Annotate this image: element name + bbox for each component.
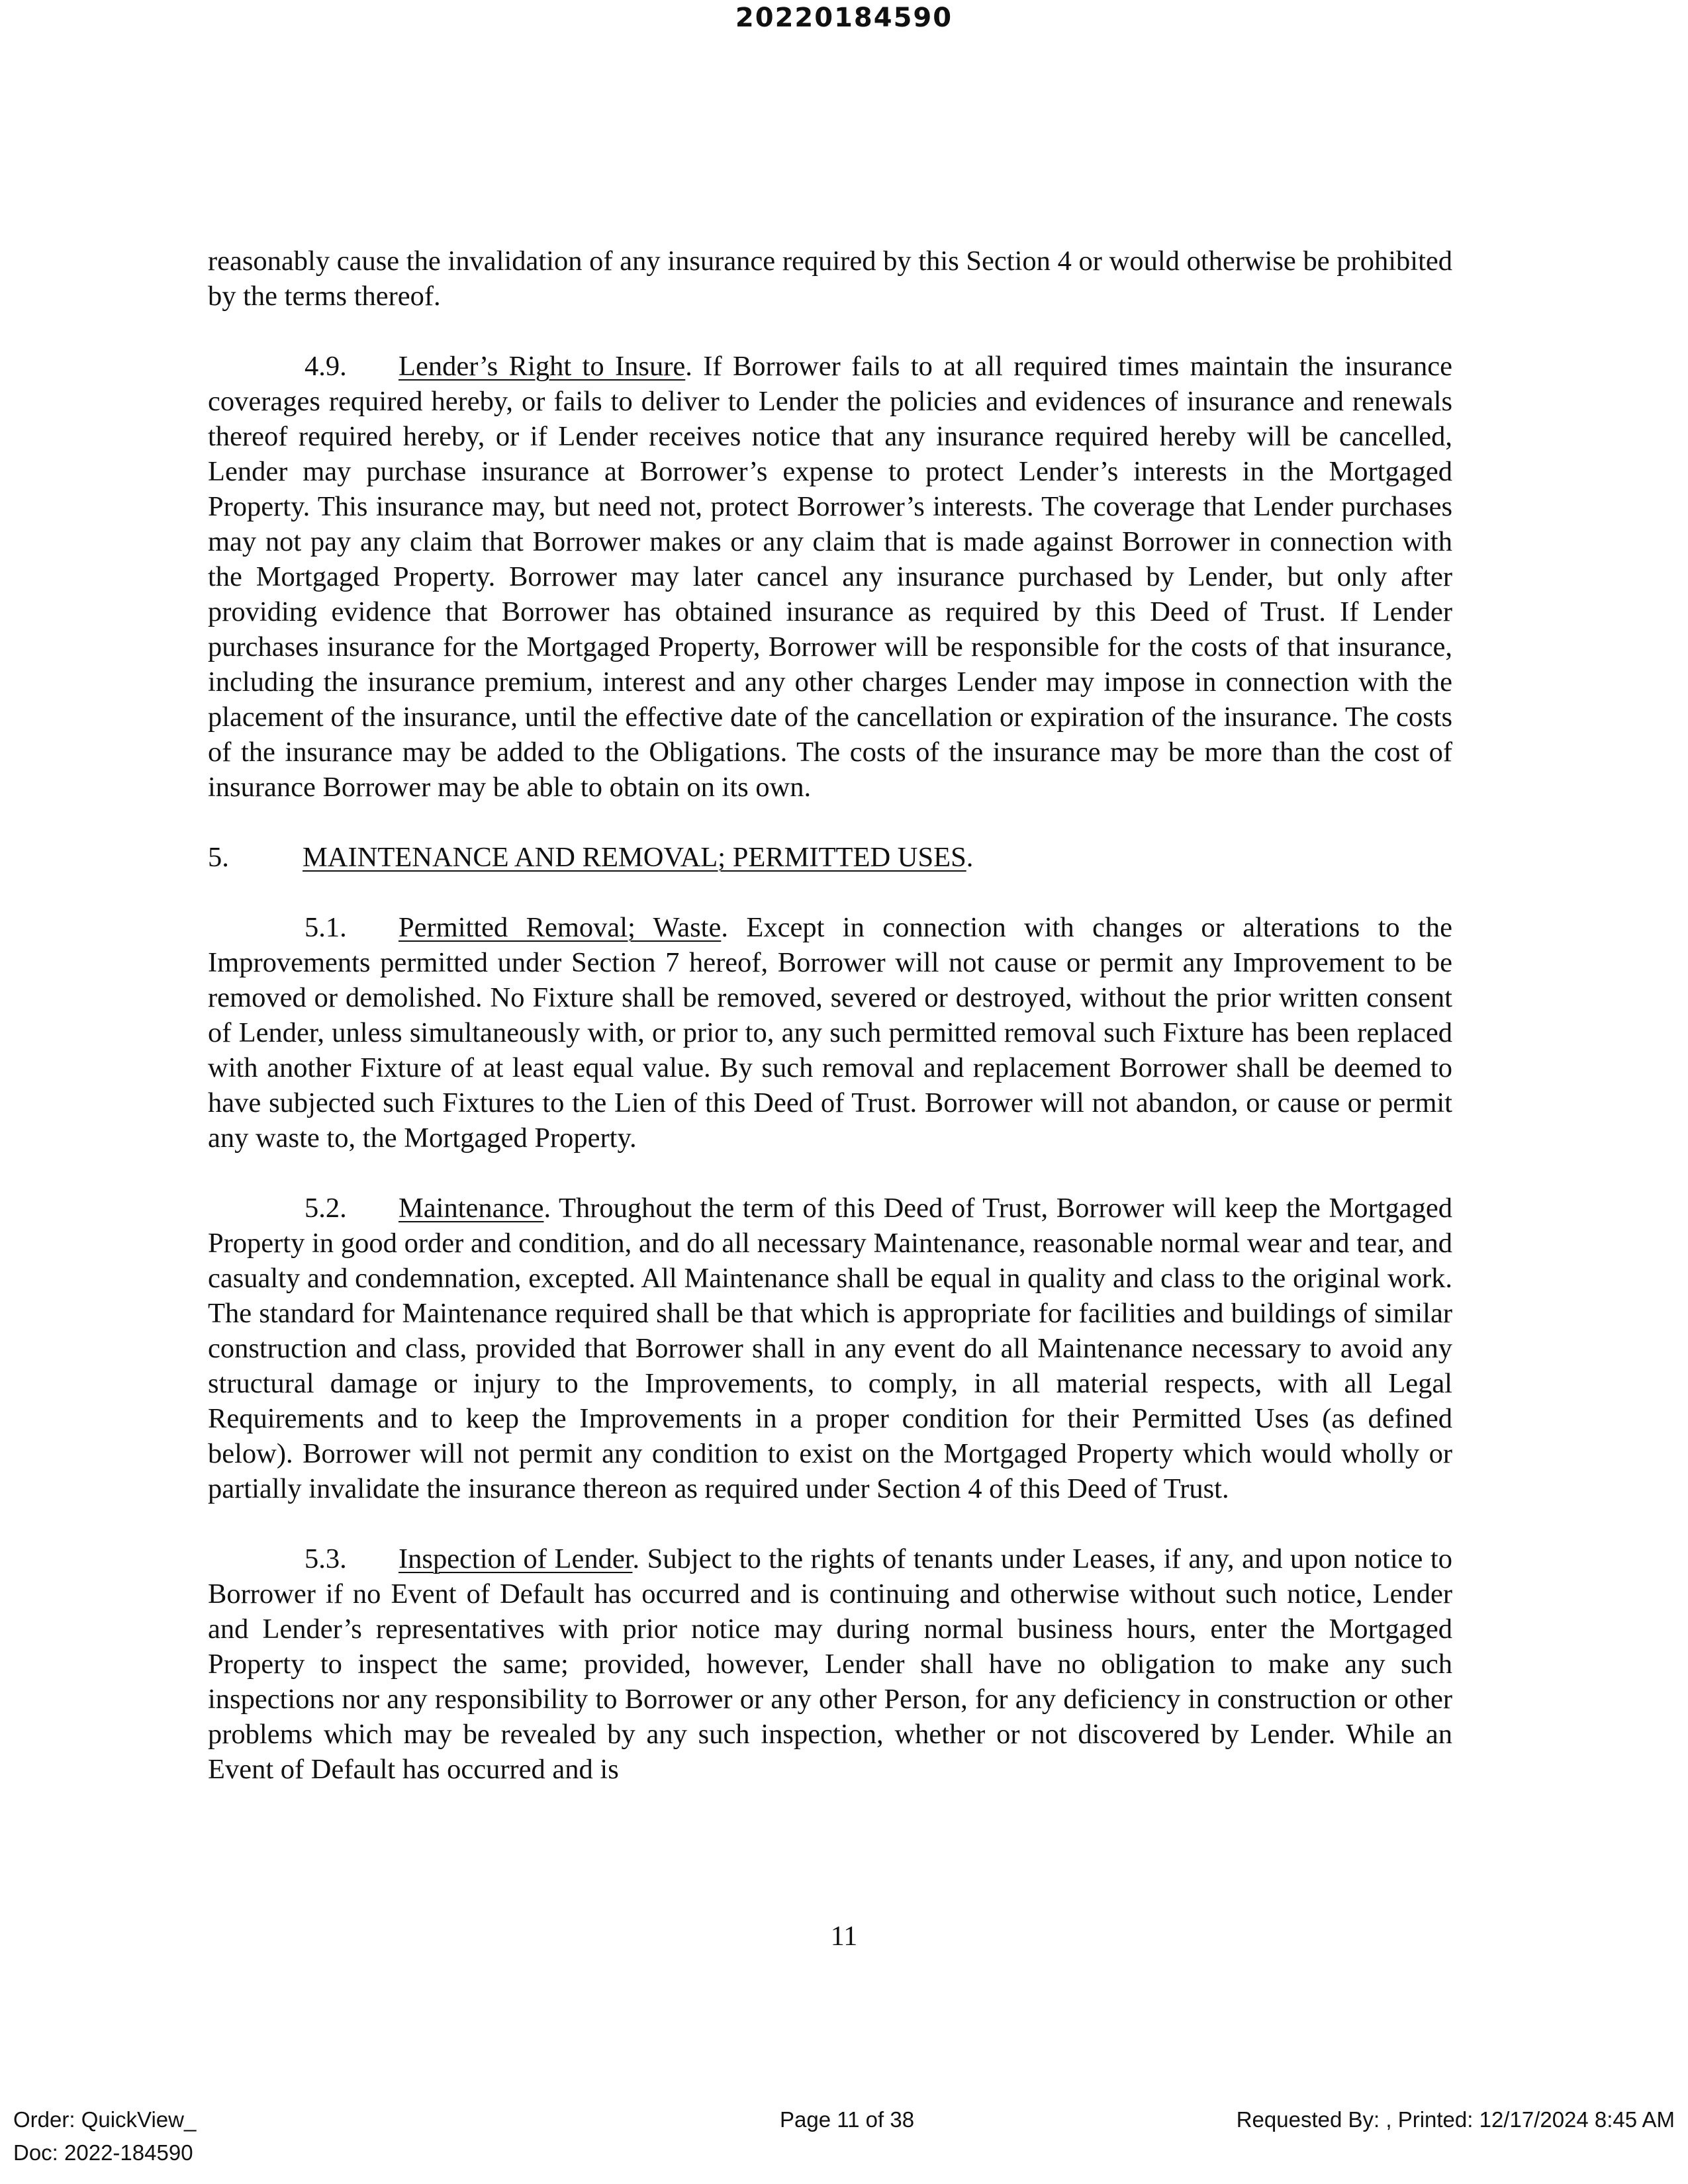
section-4-9-heading: Lender’s Right to Insure	[399, 351, 686, 382]
footer-requested: Requested By: , Printed: 12/17/2024 8:45 AM	[1236, 2107, 1675, 2132]
document-number: 20220184590	[735, 3, 953, 33]
section-5-1-heading: Permitted Removal; Waste	[399, 912, 722, 943]
section-5-2-text: . Throughout the term of this Deed of Trust, Borrower will keep the Mortgaged Property in good order and condition, and do all necessary Maintenance, reasonable normal wear and tear, and casualty and condemnation, excepted. All Maintenance shall be equal in quality and class to the original work. The standard for Maintenance required shall be that which is appropriate for facilities and buildings of similar construction and class, provided that Borrower shall in any event do all Maintenance necessary to avoid any structural damage or injury to the Improvements, to comply, in all material respects, with all Legal Requirements and to keep the Improvements in a proper condition for their Permitted Uses (as defined below). Borrower will not permit any condition to exist on the Mortgaged Property which would wholly or partially invalidate the insurance thereon as required under Section 4 of this Deed of Trust.	[208, 1193, 1452, 1504]
section-4-9-paragraph	[208, 349, 1452, 805]
continuation-paragraph: reasonably cause the invalidation of any insurance required by this Section 4 or would otherwise be prohibited by the terms thereof.	[208, 246, 1452, 312]
section-5-3-heading: Inspection of Lender	[399, 1543, 633, 1574]
page-number: 11	[830, 1921, 858, 1952]
footer-page: Page 11 of 38	[780, 2107, 915, 2132]
section-5-2-paragraph	[208, 1191, 1452, 1506]
footer-order: Order: QuickView_	[13, 2107, 197, 2132]
section-4-9-number: 4.9.	[305, 351, 347, 382]
document-body	[208, 244, 1452, 1787]
section-5-heading: MAINTENANCE AND REMOVAL; PERMITTED USES	[303, 842, 966, 873]
section-5-heading-period: .	[966, 842, 974, 873]
section-5-2-heading: Maintenance	[399, 1193, 544, 1224]
section-5-number: 5.	[208, 842, 229, 873]
section-5-2-number: 5.2.	[305, 1193, 347, 1224]
section-5-3-number: 5.3.	[305, 1543, 347, 1574]
section-5-3-text: . Subject to the rights of tenants under Leases, if any, and upon notice to Borrower if no Event of Default has occurred and is continuing and otherwise without such notice, Lender and Lender’s representatives with prior notice may during normal business hours, enter the Mortgaged Property to inspect the same; provided, however, Lender shall have no obligation to make any such inspections nor any responsibility to Borrower or any other Person, for any deficiency in construction or other problems which may be revealed by any such inspection, whether or not discovered by Lender. While an Event of Default has occurred and is	[208, 1543, 1452, 1785]
section-5-1-text: . Except in connection with changes or alterations to the Improvements permitted under Section 7 hereof, Borrower will not cause or permit any Improvement to be removed or demolished. No Fixture shall be removed, severed or destroyed, without the prior written consent of Lender, unless simultaneously with, or prior to, any such permitted removal such Fixture has been replaced with another Fixture of at least equal value. By such removal and replacement Borrower shall be deemed to have subjected such Fixtures to the Lien of this Deed of Trust. Borrower will not abandon, or cause or permit any waste to, the Mortgaged Property.	[208, 912, 1453, 1154]
section-5-1-number: 5.1.	[305, 912, 347, 943]
section-5-heading-line	[208, 840, 1452, 875]
footer-doc: Doc: 2022-184590	[13, 2140, 193, 2165]
section-5-3-paragraph	[208, 1541, 1452, 1787]
section-5-1-paragraph	[208, 910, 1452, 1156]
section-4-9-text: . If Borrower fails to at all required times maintain the insurance coverages required hereby, or fails to deliver to Lender the policies and evidences of insurance and renewals thereof required hereby, or if Lender receives notice that any insurance required hereby will be cancelled, Lender may purchase insurance at Borrower’s expense to protect Lender’s interests in the Mortgaged Property. This insurance may, but need not, protect Borrower’s interests. The coverage that Lender purchases may not pay any claim that Borrower makes or any claim that is made against Borrower in connection with the Mortgaged Property. Borrower may later cancel any insurance purchased by Lender, but only after providing evidence that Borrower has obtained insurance as required by this Deed of Trust. If Lender purchases insurance for the Mortgaged Property, Borrower will be responsible for the costs of that insurance, including the insurance premium, interest and any other charges Lender may impose in connection with the placement of the insurance, until the effective date of the cancellation or expiration of the insurance. The costs of the insurance may be added to the Obligations. The costs of the insurance may be more than the cost of insurance Borrower may be able to obtain on its own.	[208, 351, 1452, 803]
